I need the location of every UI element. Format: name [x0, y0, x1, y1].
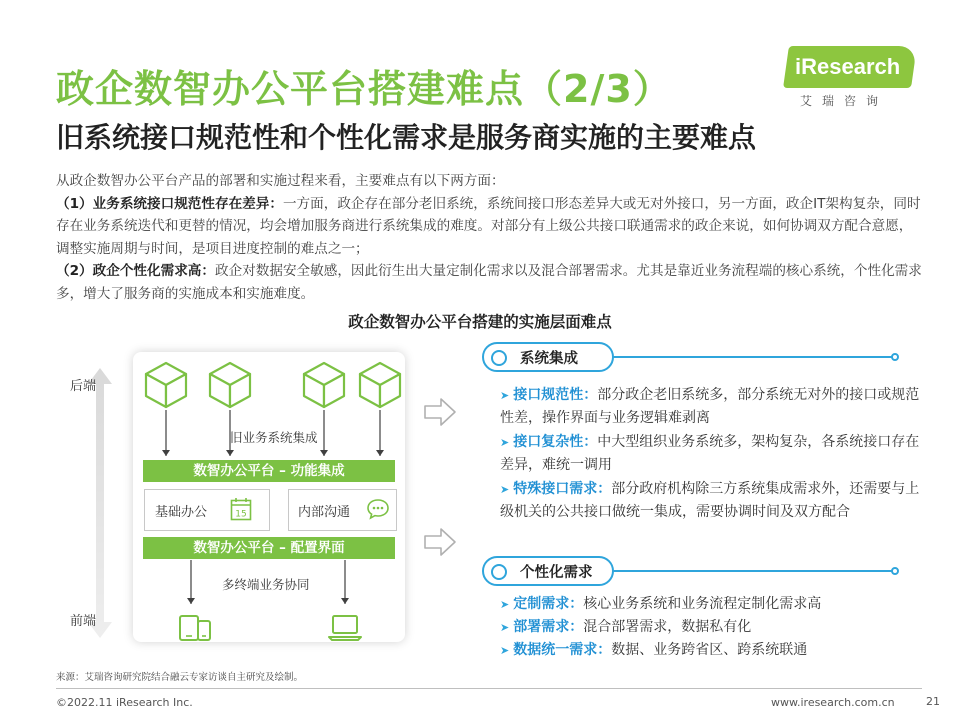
item-text: 核心业务系统和业务流程定制化需求高: [583, 596, 822, 612]
config-interface-bar: 数智办公平台 – 配置界面: [143, 537, 395, 559]
function-integration-bar: 数智办公平台 – 功能集成: [143, 460, 395, 482]
section-line-end-dot: [891, 567, 899, 575]
mobile-devices-icon: [176, 612, 216, 644]
right-arrow-icon: [423, 527, 457, 557]
section-system-integration-title: 系统集成: [520, 351, 578, 367]
diagram-title: 政企数智办公平台搭建的实施层面难点: [348, 313, 612, 331]
axis-frontend-label: 前端: [70, 614, 97, 629]
arrow-bullet-icon: ➤: [500, 598, 510, 611]
list-item: [500, 593, 920, 616]
source-note: 来源：艾瑞咨询研究院结合融云专家访谈自主研究及绘制。: [56, 672, 304, 683]
item-key: 特殊接口需求：: [513, 481, 612, 497]
item-text: 部分政府机构除三方系统集成需求外，还需要与上级机关的公共接口做统一集成，需要协调时间及双方配合: [500, 481, 920, 520]
item-key: 定制需求：: [513, 596, 584, 612]
item-text: 混合部署需求，数据私有化: [583, 619, 752, 635]
footer-divider: [56, 688, 922, 689]
page-subtitle: 旧系统接口规范性和个性化需求是服务商实施的主要难点: [56, 121, 757, 154]
item-text: 数据、业务跨省区、跨系统联通: [611, 642, 808, 658]
list-item: [500, 616, 920, 639]
calendar-icon: [230, 497, 252, 521]
arrow-bullet-icon: ➤: [500, 436, 510, 449]
internal-comm-label: 内部沟通: [298, 505, 351, 520]
arrow-bullet-icon: ➤: [500, 483, 510, 496]
item-text: 中大型组织业务系统多，架构复杂，各系统接口存在差异，难统一调用: [500, 434, 920, 473]
intro-point-2: [56, 260, 922, 305]
basic-office-label: 基础办公: [155, 505, 208, 520]
intro-point-1-body: 一方面，政企存在部分老旧系统，系统间接口形态差异大或无对外接口，另一方面，政企IT架构复杂，同时存在业务系统迭代和更替的情况，均会增加服务商进行系统集成的难度。对部分有上级公共接口联通需求的政企来说，如何协调双方配合意愿，调整实施周期与时间，是项目进度控制的难点之一；: [56, 195, 921, 257]
section-line: [612, 356, 892, 358]
legacy-integration-label: 旧业务系统集成: [230, 430, 318, 445]
list-item: [500, 384, 920, 430]
item-key: 部署需求：: [513, 619, 584, 635]
website-link[interactable]: www.iresearch.com.cn: [771, 696, 895, 709]
section-personalization-title: 个性化需求: [520, 565, 593, 581]
section-line-end-dot: [891, 353, 899, 361]
copyright: ©2022.11 iResearch Inc.: [56, 696, 193, 709]
arrow-bullet-icon: ➤: [500, 621, 510, 634]
arrow-bullet-icon: ➤: [500, 389, 510, 402]
chat-bubble-icon: [366, 498, 390, 520]
intro-text: [56, 170, 922, 305]
axis-backend-label: 后端: [70, 379, 97, 394]
logo-chinese: 艾瑞咨询: [800, 94, 889, 108]
item-text: 部分政企老旧系统多，部分系统无对外的接口或规范性差，操作界面与业务逻辑难剥离: [500, 387, 920, 426]
right-arrow-icon: [423, 397, 457, 427]
multi-terminal-label: 多终端业务协同: [222, 577, 310, 592]
arrow-bullet-icon: ➤: [500, 644, 510, 657]
intro-point-2-body: 政企对数据安全敏感，因此衍生出大量定制化需求以及混合部署需求。尤其是靠近业务流程端的核心系统，个性化需求多，增大了服务商的实施成本和实施难度。: [56, 263, 922, 302]
intro-point-2-head: （2）政企个性化需求高：: [56, 263, 215, 279]
section-line: [612, 570, 892, 572]
intro-point-1-head: （1）业务系统接口规范性存在差异：: [56, 195, 283, 212]
list-item: [500, 639, 920, 662]
logo: iResearch: [795, 54, 901, 79]
list-item: [500, 431, 920, 477]
intro-point-1: [56, 193, 922, 261]
bullet-dot-icon: [490, 349, 508, 367]
intro-line: 从政企数智办公平台产品的部署和实施过程来看，主要难点有以下两方面：: [56, 173, 505, 189]
page-title: 政企数智办公平台搭建难点（2/3）: [56, 67, 672, 111]
laptop-icon: [327, 613, 363, 643]
item-key: 接口规范性：: [513, 387, 598, 403]
vertical-axis-arrow: [88, 368, 112, 638]
bullet-dot-icon: [490, 563, 508, 581]
page-number: 21: [926, 695, 940, 708]
item-key: 数据统一需求：: [513, 642, 612, 658]
calendar-day: 15: [235, 509, 247, 520]
item-key: 接口复杂性：: [513, 434, 598, 450]
list-item: [500, 478, 920, 524]
